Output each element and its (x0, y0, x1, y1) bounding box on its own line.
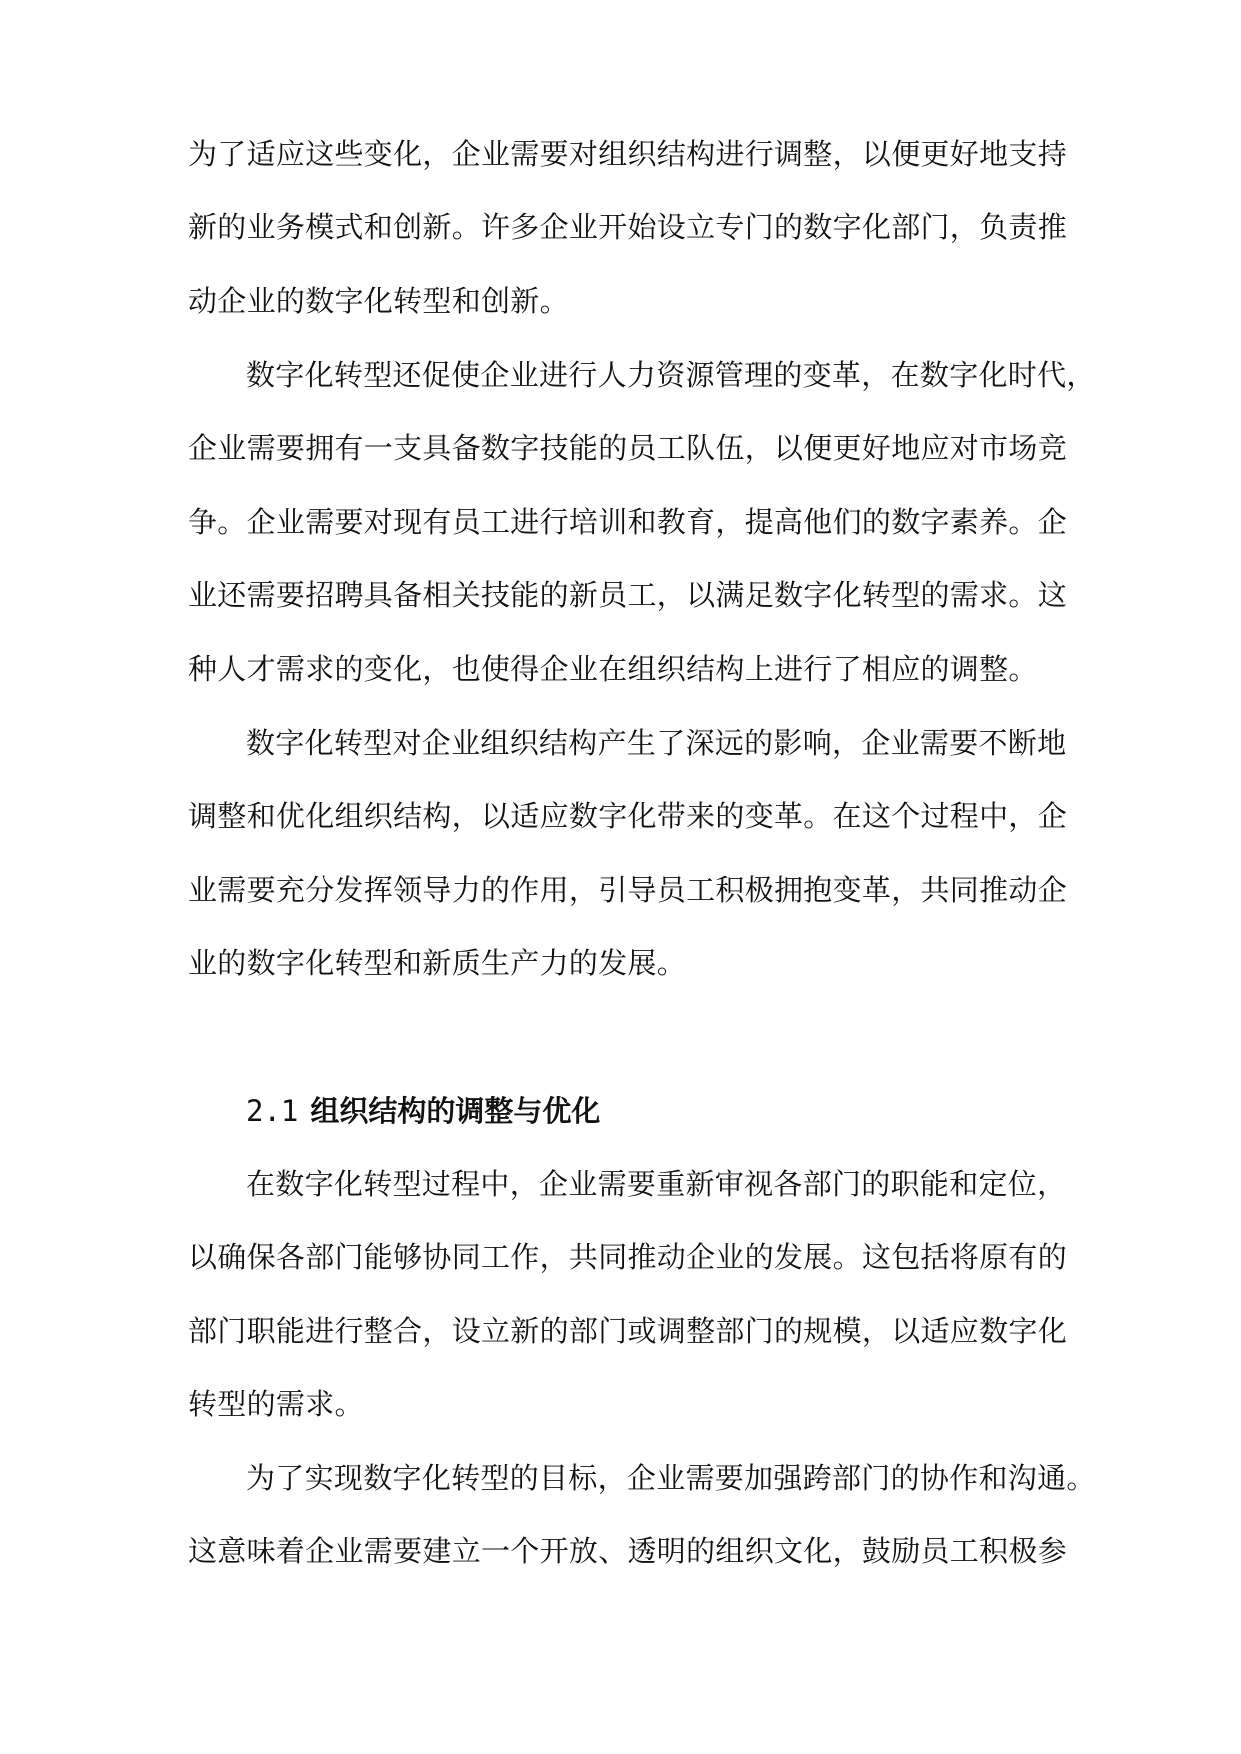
section-paragraph-1-line-4: 转型的需求。 (188, 1387, 364, 1422)
paragraph-2-line-2: 企业需要拥有一支具备数字技能的员工队伍，以便更好地应对市场竞 (188, 431, 1068, 466)
paragraph-2-line-4: 业还需要招聘具备相关技能的新员工，以满足数字化转型的需求。这 (188, 578, 1068, 613)
paragraph-2-line-5: 种人才需求的变化，也使得企业在组织结构上进行了相应的调整。 (188, 651, 1038, 686)
section-paragraph-1-line-1: 在数字化转型过程中，企业需要重新审视各部门的职能和定位， (246, 1167, 1067, 1201)
paragraph-3-line-2: 调整和优化组织结构，以适应数字化带来的变革。在这个过程中，企 (188, 799, 1068, 834)
section-paragraph-1 (188, 1148, 1068, 1442)
paragraph-3-line-4: 业的数字化转型和新质生产力的发展。 (188, 946, 687, 981)
paragraph-1-line-2: 新的业务模式和创新。许多企业开始设立专门的数字化部门，负责推 (188, 210, 1068, 245)
section-paragraph-2-line-2: 这意味着企业需要建立一个开放、透明的组织文化，鼓励员工积极参 (188, 1534, 1068, 1569)
paragraph-3-line-1: 数字化转型对企业组织结构产生了深远的影响，企业需要不断地 (246, 726, 1067, 760)
paragraph-3-line-3: 业需要充分发挥领导力的作用，引导员工积极拥抱变革，共同推动企 (188, 872, 1068, 907)
section-paragraph-1-line-2: 以确保各部门能够协同工作，共同推动企业的发展。这包括将原有的 (188, 1240, 1068, 1275)
paragraph-1-line-3: 动企业的数字化转型和创新。 (188, 283, 569, 318)
paragraph-3 (188, 707, 1068, 1001)
section-number: 2.1 (246, 1094, 299, 1128)
paragraph-2 (188, 339, 1096, 706)
section-paragraph-2 (188, 1442, 1096, 1589)
paragraph-1 (188, 118, 1068, 338)
paragraph-2-line-1: 数字化转型还促使企业进行人力资源管理的变革，在数字化时代， (246, 358, 1096, 392)
section-paragraph-1-line-3: 部门职能进行整合，设立新的部门或调整部门的规模，以适应数字化 (188, 1313, 1068, 1348)
section-title: 组织结构的调整与优化 (310, 1094, 601, 1128)
section-paragraph-2-line-1: 为了实现数字化转型的目标，企业需要加强跨部门的协作和沟通。 (246, 1461, 1096, 1495)
section-heading (246, 1091, 600, 1131)
paragraph-1-line-1: 为了适应这些变化，企业需要对组织结构进行调整，以便更好地支持 (188, 137, 1068, 171)
paragraph-2-line-3: 争。企业需要对现有员工进行培训和教育，提高他们的数字素养。企 (188, 504, 1068, 539)
